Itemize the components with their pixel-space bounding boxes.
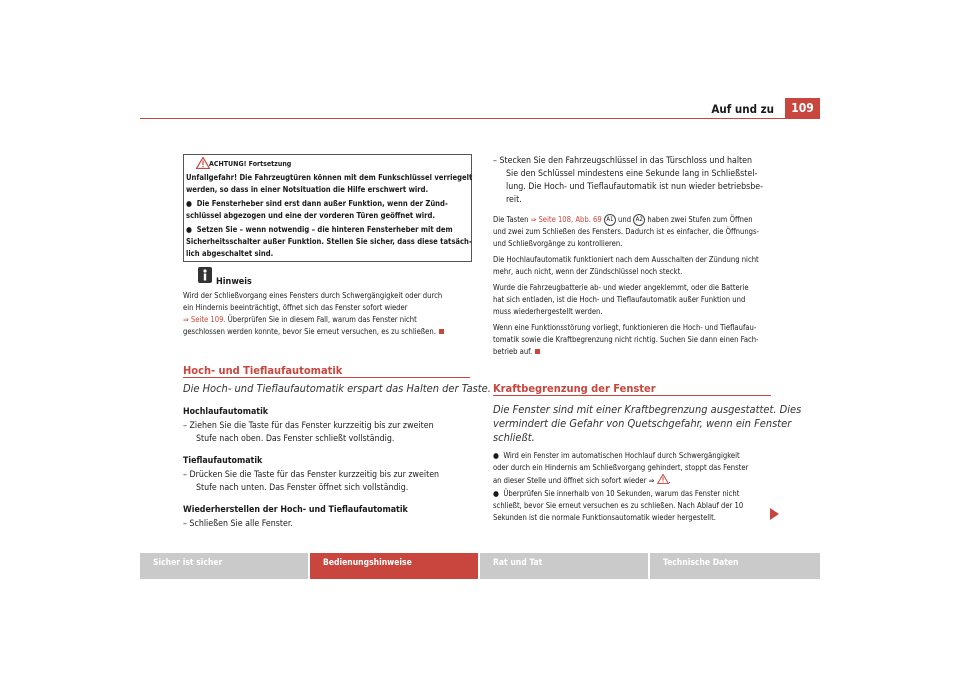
warning-line: werden, so dass in einer Notsituation die Hilfe erschwert wird.	[186, 185, 429, 194]
callout-a1: A1	[604, 214, 616, 226]
footer-tab-technik[interactable]: Technische Daten	[650, 553, 820, 579]
step-text: – Ziehen Sie die Taste für das Fenster kurzzeitig bis zur zweiten	[183, 421, 434, 431]
end-marker	[439, 329, 444, 334]
step-text: – Drücken Sie die Taste für das Fenster kurzzeitig bis zur zweiten	[183, 470, 440, 480]
warning-line: Sicherheitsschalter außer Funktion. Stellen Sie sicher, dass diese tatsäch-	[186, 237, 472, 246]
note-text: Wird der Schließvorgang eines Fensters durch Schwergängigkeit oder durch	[183, 291, 443, 300]
subheading: Wiederherstellen der Hoch- und Tieflaufautomatik	[183, 505, 408, 515]
warning-triangle-icon	[657, 474, 669, 484]
body-text: Wenn eine Funktionsstörung vorliegt, funktionieren die Hoch- und Tieflaufau-	[493, 323, 757, 332]
note-text: ⇒ Seite 109. Überprüfen Sie in diesem Fall, warum das Fenster nicht	[183, 315, 417, 324]
step-text: reit.	[506, 195, 522, 205]
section-subtitle: vermindert die Gefahr von Quetschgefahr, wenn ein Fenster	[493, 417, 792, 430]
note-icon	[198, 267, 212, 283]
step-text: Sie den Schlüssel mindestens eine Sekunde lang in Schließstel-	[506, 169, 758, 179]
bullet-text: ● Wird ein Fenster im automatischen Hochlauf durch Schwergängigkeit	[493, 451, 740, 460]
section-heading: Kraftbegrenzung der Fenster	[493, 382, 656, 395]
body-text: Die Tasten ⇒ Seite 108, Abb. 69 A1 und A2 haben zwei Stufen zum Öffnen	[493, 215, 753, 224]
step-text: – Stecken Sie den Fahrzeugschlüssel in das Türschloss und halten	[493, 156, 753, 166]
body-text: Wurde die Fahrzeugbatterie ab- und wieder angeklemmt, oder die Batterie	[493, 283, 749, 292]
body-text: muss wiederhergestellt werden.	[493, 307, 603, 316]
warning-line: schlüssel abgezogen und eine der vorderen Türen geöffnet wird.	[186, 211, 435, 220]
body-text: und zwei zum Schließen des Fensters. Dadurch ist es einfacher, die Öffnungs-	[493, 227, 760, 236]
warning-line: Unfallgefahr! Die Fahrzeugtüren können mit dem Funkschlüssel verriegelt	[186, 173, 473, 182]
footer-tab-rat[interactable]: Rat und Tat	[480, 553, 648, 579]
note-heading: Hinweis	[216, 277, 252, 287]
footer-tab-sicher[interactable]: Sicher ist sicher	[140, 553, 308, 579]
running-header: Auf und zu	[711, 102, 774, 116]
body-text: mehr, auch nicht, wenn der Zündschlüssel noch steckt.	[493, 267, 683, 276]
step-text: – Schließen Sie alle Fenster.	[183, 519, 293, 529]
bullet-text: schließt, bevor Sie erneut versuchen es zu schließen. Nach Ablauf der 10	[493, 501, 744, 510]
page-link[interactable]: ⇒ Seite 109.	[183, 315, 226, 324]
subheading: Tieflaufautomatik	[183, 456, 263, 466]
page-link[interactable]: ⇒ Seite 108, Abb. 69	[530, 215, 602, 224]
next-page-arrow-icon[interactable]	[770, 508, 779, 520]
subheading: Hochlaufautomatik	[183, 407, 269, 417]
step-text: Stufe nach oben. Das Fenster schließt vollständig.	[196, 434, 395, 444]
warning-line: lich abgeschaltet sind.	[186, 249, 274, 258]
body-text: betrieb auf.	[493, 346, 540, 358]
warning-heading: ACHTUNG! Fortsetzung	[209, 160, 292, 168]
step-text: lung. Die Hoch- und Tieflaufautomatik ist nun wieder betriebsbe-	[506, 182, 764, 192]
section-heading: Hoch- und Tieflaufautomatik	[183, 364, 343, 377]
end-marker	[535, 349, 540, 354]
bullet-text: Sekunden ist die normale Funktionsautomatik wieder hergestellt.	[493, 513, 716, 522]
page-number: 109	[785, 98, 820, 118]
warning-bullet-line: ● Die Fensterheber sind erst dann außer Funktion, wenn der Zünd-	[186, 199, 448, 208]
header-rule	[140, 118, 820, 119]
bullet-text: an dieser Stelle und öffnet sich sofort wieder ⇒ .	[493, 476, 671, 485]
footer-tab-bedienung[interactable]: Bedienungshinweise	[310, 553, 478, 579]
note-text: ein Hindernis beeinträchtigt, öffnet sich das Fenster sofort wieder	[183, 303, 408, 312]
note-text: geschlossen werden konnte, bevor Sie erneut versuchen, es zu schließen.	[183, 326, 444, 338]
body-text: hat sich entladen, ist die Hoch- und Tieflaufautomatik außer Funktion und	[493, 295, 746, 304]
footer-nav	[140, 553, 820, 579]
section-rule	[493, 395, 771, 396]
section-subtitle: Die Hoch- und Tieflaufautomatik erspart das Halten der Taste.	[183, 382, 491, 395]
bullet-text: oder durch ein Hindernis am Schließvorgang gehindert, stoppt das Fenster	[493, 463, 749, 472]
section-subtitle: schließt.	[493, 431, 535, 444]
section-rule	[183, 377, 470, 378]
section-subtitle: Die Fenster sind mit einer Kraftbegrenzung ausgestattet. Dies	[493, 403, 802, 416]
body-text: tomatik sowie die Kraftbegrenzung nicht richtig. Suchen Sie dann einen Fach-	[493, 335, 759, 344]
body-text: Die Hochlaufautomatik funktioniert nach dem Ausschalten der Zündung nicht	[493, 255, 759, 264]
body-text: und Schließvorgänge zu kontrollieren.	[493, 239, 623, 248]
callout-a2: A2	[633, 214, 645, 226]
warning-bullet-line: ● Setzen Sie – wenn notwendig – die hinteren Fensterheber mit dem	[186, 225, 453, 234]
bullet-text: ● Überprüfen Sie innerhalb von 10 Sekunden, warum das Fenster nicht	[493, 489, 740, 498]
step-text: Stufe nach unten. Das Fenster öffnet sich vollständig.	[196, 483, 409, 493]
